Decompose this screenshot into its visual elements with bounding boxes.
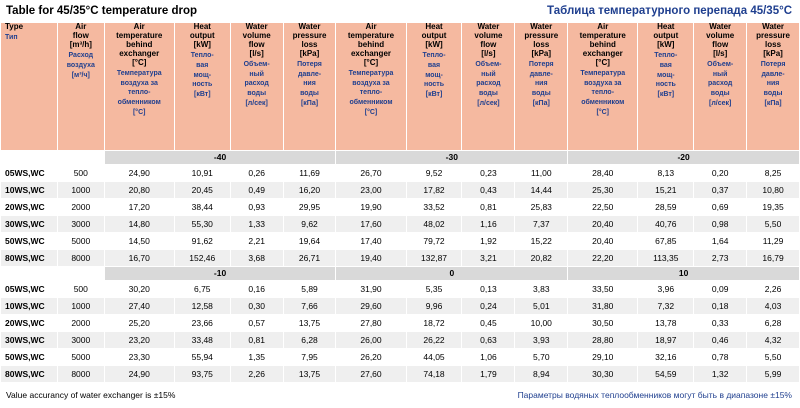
cell-pressure-g2: 5,01 bbox=[515, 298, 568, 315]
cell-volume-g3: 0,78 bbox=[694, 349, 747, 366]
footer-note-en: Value accurancy of water exchanger is ±15% bbox=[6, 389, 176, 400]
cell-heat-g2: 9,96 bbox=[406, 298, 462, 315]
cell-pressure-g3: 5,99 bbox=[747, 366, 800, 383]
cell-pressure-g3: 4,32 bbox=[747, 332, 800, 349]
cell-volume-g2: 1,06 bbox=[462, 349, 515, 366]
cell-volume-g3: 0,98 bbox=[694, 216, 747, 233]
cell-pressure-g2: 11,00 bbox=[515, 165, 568, 182]
cell-heat-g1: 23,66 bbox=[174, 315, 230, 332]
cell-temp-g1: 17,20 bbox=[104, 199, 174, 216]
header-air-temperature-g1: Air temperature behind exchanger [°C] Температура воздуха за тепло- обменником [°C] bbox=[104, 23, 174, 151]
cell-heat-g3: 67,85 bbox=[638, 233, 694, 250]
cell-temp-g2: 26,70 bbox=[336, 165, 406, 182]
cell-temp-g2: 29,60 bbox=[336, 298, 406, 315]
cell-heat-g1: 6,75 bbox=[174, 281, 230, 298]
cell-temp-g2: 17,40 bbox=[336, 233, 406, 250]
cell-heat-g2: 33,52 bbox=[406, 199, 462, 216]
cell-heat-g1: 20,45 bbox=[174, 182, 230, 199]
cell-volume-g3: 0,09 bbox=[694, 281, 747, 298]
band-top-3: -20 bbox=[568, 151, 800, 165]
table-row bbox=[1, 315, 800, 332]
table-row bbox=[1, 250, 800, 267]
table-row bbox=[1, 233, 800, 250]
footer-note bbox=[0, 383, 800, 403]
header-heat-output-g1: Heat output [kW] Тепло- вая мощ- ность [кВт] bbox=[174, 23, 230, 151]
row-airflow: 1000 bbox=[57, 182, 104, 199]
cell-volume-g1: 3,68 bbox=[230, 250, 283, 267]
cell-temp-g2: 26,00 bbox=[336, 332, 406, 349]
cell-pressure-g2: 15,22 bbox=[515, 233, 568, 250]
cell-heat-g2: 9,52 bbox=[406, 165, 462, 182]
cell-pressure-g1: 26,71 bbox=[283, 250, 336, 267]
cell-heat-g1: 10,91 bbox=[174, 165, 230, 182]
cell-heat-g2: 17,82 bbox=[406, 182, 462, 199]
cell-pressure-g3: 16,79 bbox=[747, 250, 800, 267]
cell-temp-g1: 27,40 bbox=[104, 298, 174, 315]
row-airflow: 5000 bbox=[57, 349, 104, 366]
cell-pressure-g3: 5,50 bbox=[747, 349, 800, 366]
cell-heat-g1: 12,58 bbox=[174, 298, 230, 315]
header-water-pressure-loss-g2: Water pressure loss [kPa] Потеря давле- ния воды [кПа] bbox=[515, 23, 568, 151]
row-type: 30WS,WC bbox=[1, 332, 58, 349]
cell-temp-g2: 23,00 bbox=[336, 182, 406, 199]
row-airflow: 500 bbox=[57, 281, 104, 298]
band-row-top bbox=[1, 151, 800, 165]
cell-heat-g1: 33,48 bbox=[174, 332, 230, 349]
band-bottom-2: 0 bbox=[336, 267, 568, 281]
cell-temp-g1: 23,20 bbox=[104, 332, 174, 349]
cell-temp-g3: 31,80 bbox=[568, 298, 638, 315]
cell-heat-g1: 55,94 bbox=[174, 349, 230, 366]
row-type: 50WS,WC bbox=[1, 233, 58, 250]
cell-volume-g2: 0,13 bbox=[462, 281, 515, 298]
cell-volume-g2: 0,23 bbox=[462, 165, 515, 182]
cell-volume-g1: 1,35 bbox=[230, 349, 283, 366]
cell-pressure-g2: 25,83 bbox=[515, 199, 568, 216]
cell-pressure-g2: 3,83 bbox=[515, 281, 568, 298]
cell-volume-g1: 0,16 bbox=[230, 281, 283, 298]
cell-pressure-g2: 7,37 bbox=[515, 216, 568, 233]
cell-pressure-g1: 16,20 bbox=[283, 182, 336, 199]
footer-note-ru: Параметры водяных теплообменников могут быть в диапазоне ±15% bbox=[517, 389, 792, 400]
row-type: 10WS,WC bbox=[1, 182, 58, 199]
table-row bbox=[1, 332, 800, 349]
table-row bbox=[1, 165, 800, 182]
band-spacer-type-2 bbox=[1, 267, 58, 281]
row-airflow: 5000 bbox=[57, 233, 104, 250]
cell-heat-g2: 44,05 bbox=[406, 349, 462, 366]
cell-heat-g3: 28,59 bbox=[638, 199, 694, 216]
cell-heat-g3: 13,78 bbox=[638, 315, 694, 332]
cell-volume-g2: 0,43 bbox=[462, 182, 515, 199]
header-air-temperature-g3: Air temperature behind exchanger [°C] Температура воздуха за тепло- обменником [°C] bbox=[568, 23, 638, 151]
page-title-en: Table for 45/35°C temperature drop bbox=[6, 5, 197, 17]
row-airflow: 8000 bbox=[57, 366, 104, 383]
cell-volume-g1: 0,81 bbox=[230, 332, 283, 349]
cell-pressure-g1: 7,95 bbox=[283, 349, 336, 366]
cell-heat-g2: 132,87 bbox=[406, 250, 462, 267]
row-type: 20WS,WC bbox=[1, 315, 58, 332]
cell-temp-g1: 24,90 bbox=[104, 165, 174, 182]
band-top-1: -40 bbox=[104, 151, 336, 165]
cell-pressure-g3: 6,28 bbox=[747, 315, 800, 332]
cell-temp-g2: 19,90 bbox=[336, 199, 406, 216]
band-spacer-airflow bbox=[57, 151, 104, 165]
row-type: 80WS,WC bbox=[1, 366, 58, 383]
cell-temp-g1: 14,50 bbox=[104, 233, 174, 250]
cell-temp-g1: 14,80 bbox=[104, 216, 174, 233]
row-airflow: 3000 bbox=[57, 332, 104, 349]
cell-volume-g1: 1,33 bbox=[230, 216, 283, 233]
cell-temp-g1: 16,70 bbox=[104, 250, 174, 267]
cell-heat-g3: 15,21 bbox=[638, 182, 694, 199]
cell-heat-g3: 40,76 bbox=[638, 216, 694, 233]
page-title-ru: Таблица температурного перепада 45/35°C bbox=[547, 5, 792, 17]
cell-volume-g2: 0,81 bbox=[462, 199, 515, 216]
table-row bbox=[1, 366, 800, 383]
header-heat-output-g3: Heat output [kW] Тепло- вая мощ- ность [кВт] bbox=[638, 23, 694, 151]
cell-temp-g3: 22,50 bbox=[568, 199, 638, 216]
cell-temp-g1: 30,20 bbox=[104, 281, 174, 298]
cell-pressure-g3: 5,50 bbox=[747, 216, 800, 233]
row-type: 05WS,WC bbox=[1, 165, 58, 182]
cell-volume-g2: 1,16 bbox=[462, 216, 515, 233]
header-water-pressure-loss-g3: Water pressure loss [kPa] Потеря давле- ния воды [кПа] bbox=[747, 23, 800, 151]
cell-temp-g3: 22,20 bbox=[568, 250, 638, 267]
cell-temp-g2: 31,90 bbox=[336, 281, 406, 298]
cell-heat-g2: 5,35 bbox=[406, 281, 462, 298]
cell-pressure-g1: 6,28 bbox=[283, 332, 336, 349]
cell-volume-g2: 0,24 bbox=[462, 298, 515, 315]
cell-pressure-g3: 19,35 bbox=[747, 199, 800, 216]
band-bottom-1: -10 bbox=[104, 267, 336, 281]
cell-volume-g1: 0,93 bbox=[230, 199, 283, 216]
cell-temp-g3: 29,10 bbox=[568, 349, 638, 366]
cell-temp-g3: 28,40 bbox=[568, 165, 638, 182]
cell-temp-g2: 26,20 bbox=[336, 349, 406, 366]
cell-heat-g1: 91,62 bbox=[174, 233, 230, 250]
cell-pressure-g1: 11,69 bbox=[283, 165, 336, 182]
cell-volume-g2: 1,92 bbox=[462, 233, 515, 250]
cell-heat-g1: 38,44 bbox=[174, 199, 230, 216]
table-row bbox=[1, 281, 800, 298]
cell-volume-g2: 0,45 bbox=[462, 315, 515, 332]
header-water-volume-flow-g2: Water volume flow [l/s] Объем- ный расход воды [л/сек] bbox=[462, 23, 515, 151]
header-water-pressure-loss-g1: Water pressure loss [kPa] Потеря давле- ния воды [кПа] bbox=[283, 23, 336, 151]
row-type: 80WS,WC bbox=[1, 250, 58, 267]
row-airflow: 2000 bbox=[57, 199, 104, 216]
cell-temp-g3: 30,30 bbox=[568, 366, 638, 383]
cell-temp-g1: 24,90 bbox=[104, 366, 174, 383]
header-water-volume-flow-g3: Water volume flow [l/s] Объем- ный расход воды [л/сек] bbox=[694, 23, 747, 151]
cell-heat-g1: 55,30 bbox=[174, 216, 230, 233]
cell-temp-g3: 25,30 bbox=[568, 182, 638, 199]
row-type: 50WS,WC bbox=[1, 349, 58, 366]
cell-pressure-g2: 14,44 bbox=[515, 182, 568, 199]
row-airflow: 1000 bbox=[57, 298, 104, 315]
cell-volume-g2: 3,21 bbox=[462, 250, 515, 267]
cell-temp-g3: 30,50 bbox=[568, 315, 638, 332]
row-airflow: 8000 bbox=[57, 250, 104, 267]
cell-heat-g3: 18,97 bbox=[638, 332, 694, 349]
cell-heat-g3: 7,32 bbox=[638, 298, 694, 315]
cell-heat-g3: 8,13 bbox=[638, 165, 694, 182]
cell-temp-g2: 19,40 bbox=[336, 250, 406, 267]
cell-temp-g3: 20,40 bbox=[568, 216, 638, 233]
table-row bbox=[1, 199, 800, 216]
cell-volume-g1: 0,57 bbox=[230, 315, 283, 332]
row-airflow: 3000 bbox=[57, 216, 104, 233]
cell-heat-g2: 26,22 bbox=[406, 332, 462, 349]
cell-pressure-g3: 4,03 bbox=[747, 298, 800, 315]
cell-volume-g1: 2,21 bbox=[230, 233, 283, 250]
cell-pressure-g1: 13,75 bbox=[283, 366, 336, 383]
cell-heat-g2: 48,02 bbox=[406, 216, 462, 233]
cell-pressure-g2: 5,70 bbox=[515, 349, 568, 366]
header-type: Type Тип bbox=[1, 23, 58, 151]
row-type: 05WS,WC bbox=[1, 281, 58, 298]
header-water-volume-flow-g1: Water volume flow [l/s] Объем- ный расход воды [л/сек] bbox=[230, 23, 283, 151]
row-type: 30WS,WC bbox=[1, 216, 58, 233]
cell-heat-g3: 113,35 bbox=[638, 250, 694, 267]
cell-volume-g3: 0,46 bbox=[694, 332, 747, 349]
cell-pressure-g2: 3,93 bbox=[515, 332, 568, 349]
cell-volume-g2: 0,63 bbox=[462, 332, 515, 349]
cell-pressure-g3: 8,25 bbox=[747, 165, 800, 182]
cell-temp-g2: 17,60 bbox=[336, 216, 406, 233]
cell-temp-g3: 28,80 bbox=[568, 332, 638, 349]
cell-pressure-g1: 5,89 bbox=[283, 281, 336, 298]
row-airflow: 2000 bbox=[57, 315, 104, 332]
cell-heat-g1: 152,46 bbox=[174, 250, 230, 267]
cell-heat-g2: 18,72 bbox=[406, 315, 462, 332]
table-row bbox=[1, 182, 800, 199]
cell-temp-g3: 20,40 bbox=[568, 233, 638, 250]
cell-volume-g3: 0,69 bbox=[694, 199, 747, 216]
cell-heat-g3: 54,59 bbox=[638, 366, 694, 383]
header-airflow: Air flow [m³/h] Расход воздуха [м³/ч] bbox=[57, 23, 104, 151]
band-spacer-type bbox=[1, 151, 58, 165]
table-row bbox=[1, 349, 800, 366]
cell-volume-g3: 1,64 bbox=[694, 233, 747, 250]
row-type: 20WS,WC bbox=[1, 199, 58, 216]
cell-heat-g3: 32,16 bbox=[638, 349, 694, 366]
cell-temp-g2: 27,80 bbox=[336, 315, 406, 332]
cell-temp-g3: 33,50 bbox=[568, 281, 638, 298]
table-body bbox=[1, 151, 800, 383]
cell-pressure-g3: 10,80 bbox=[747, 182, 800, 199]
table-header-row bbox=[1, 23, 800, 151]
cell-volume-g3: 0,20 bbox=[694, 165, 747, 182]
band-top-2: -30 bbox=[336, 151, 568, 165]
cell-volume-g1: 0,49 bbox=[230, 182, 283, 199]
cell-heat-g2: 79,72 bbox=[406, 233, 462, 250]
row-airflow: 500 bbox=[57, 165, 104, 182]
cell-pressure-g2: 20,82 bbox=[515, 250, 568, 267]
cell-temp-g1: 20,80 bbox=[104, 182, 174, 199]
cell-pressure-g1: 19,64 bbox=[283, 233, 336, 250]
cell-pressure-g1: 29,95 bbox=[283, 199, 336, 216]
row-type: 10WS,WC bbox=[1, 298, 58, 315]
cell-volume-g1: 0,30 bbox=[230, 298, 283, 315]
cell-volume-g3: 2,73 bbox=[694, 250, 747, 267]
cell-heat-g2: 74,18 bbox=[406, 366, 462, 383]
cell-volume-g2: 1,79 bbox=[462, 366, 515, 383]
cell-temp-g1: 25,20 bbox=[104, 315, 174, 332]
cell-heat-g1: 93,75 bbox=[174, 366, 230, 383]
cell-volume-g1: 2,26 bbox=[230, 366, 283, 383]
band-spacer-airflow-2 bbox=[57, 267, 104, 281]
cell-heat-g3: 3,96 bbox=[638, 281, 694, 298]
band-row-bottom bbox=[1, 267, 800, 281]
table-row bbox=[1, 298, 800, 315]
band-bottom-3: 10 bbox=[568, 267, 800, 281]
cell-temp-g1: 23,30 bbox=[104, 349, 174, 366]
cell-temp-g2: 27,60 bbox=[336, 366, 406, 383]
cell-pressure-g2: 10,00 bbox=[515, 315, 568, 332]
data-table bbox=[0, 22, 800, 383]
cell-volume-g3: 0,18 bbox=[694, 298, 747, 315]
cell-pressure-g3: 2,26 bbox=[747, 281, 800, 298]
cell-pressure-g1: 7,66 bbox=[283, 298, 336, 315]
table-row bbox=[1, 216, 800, 233]
cell-pressure-g1: 9,62 bbox=[283, 216, 336, 233]
cell-pressure-g3: 11,29 bbox=[747, 233, 800, 250]
cell-volume-g3: 1,32 bbox=[694, 366, 747, 383]
header-heat-output-g2: Heat output [kW] Тепло- вая мощ- ность [кВт] bbox=[406, 23, 462, 151]
cell-volume-g1: 0,26 bbox=[230, 165, 283, 182]
cell-pressure-g1: 13,75 bbox=[283, 315, 336, 332]
title-bar bbox=[0, 0, 800, 22]
cell-volume-g3: 0,37 bbox=[694, 182, 747, 199]
cell-pressure-g2: 8,94 bbox=[515, 366, 568, 383]
header-air-temperature-g2: Air temperature behind exchanger [°C] Температура воздуха за тепло- обменником [°C] bbox=[336, 23, 406, 151]
cell-volume-g3: 0,33 bbox=[694, 315, 747, 332]
